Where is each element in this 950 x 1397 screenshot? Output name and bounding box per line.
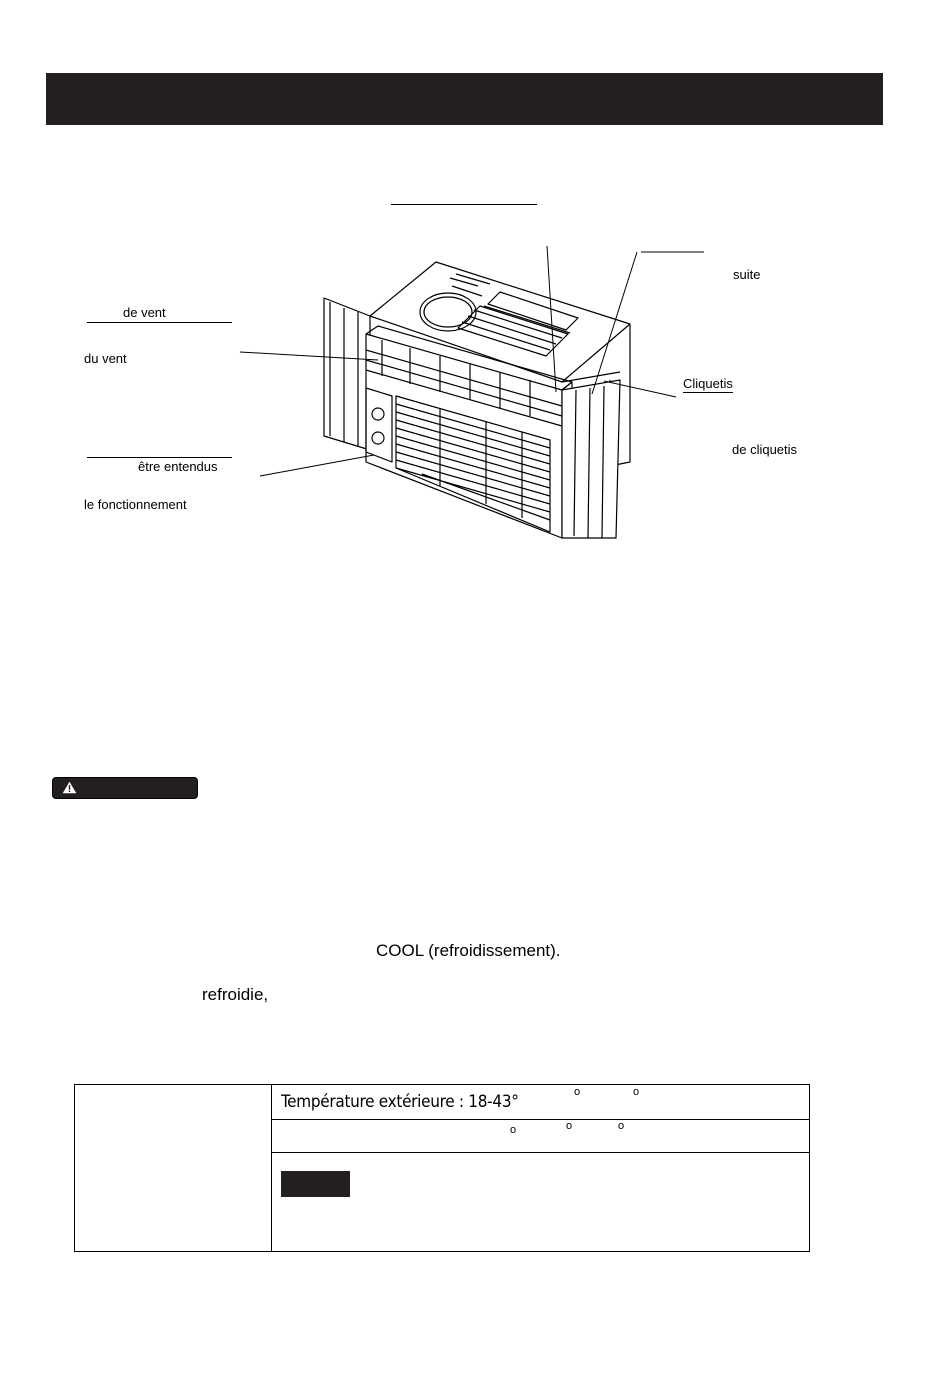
cliquetis-desc-label: de cliquetis xyxy=(732,442,798,457)
degree-mark: o xyxy=(566,1120,573,1132)
cliquetis-label: Cliquetis xyxy=(683,376,733,391)
vent-desc-label: du vent xyxy=(84,351,127,366)
suite-label: suite xyxy=(733,267,761,282)
table-row-divider-2 xyxy=(271,1152,809,1153)
cool-mode-text: COOL (refroidissement). xyxy=(376,941,561,960)
noise-desc-label-1: être entendus xyxy=(138,459,218,474)
table-column-divider xyxy=(271,1085,272,1251)
degree-mark: o xyxy=(510,1124,517,1136)
degree-mark: o xyxy=(618,1120,625,1132)
vent-title-label: de vent xyxy=(123,305,166,320)
noise-label-line xyxy=(87,457,232,458)
note-badge xyxy=(281,1171,350,1197)
refroidie-text: refroidie, xyxy=(202,985,269,1004)
table-row-divider-1 xyxy=(271,1119,809,1120)
warning-triangle-icon xyxy=(62,781,77,794)
degree-mark: o xyxy=(574,1086,581,1098)
degree-mark: o xyxy=(633,1086,640,1098)
warning-badge xyxy=(52,777,198,799)
vent-label-line xyxy=(87,322,232,323)
outdoor-temperature-cell: Température extérieure : 18-43° xyxy=(281,1092,519,1112)
noise-desc-label-2: le fonctionnement xyxy=(84,497,187,512)
callout-lines xyxy=(0,0,950,560)
